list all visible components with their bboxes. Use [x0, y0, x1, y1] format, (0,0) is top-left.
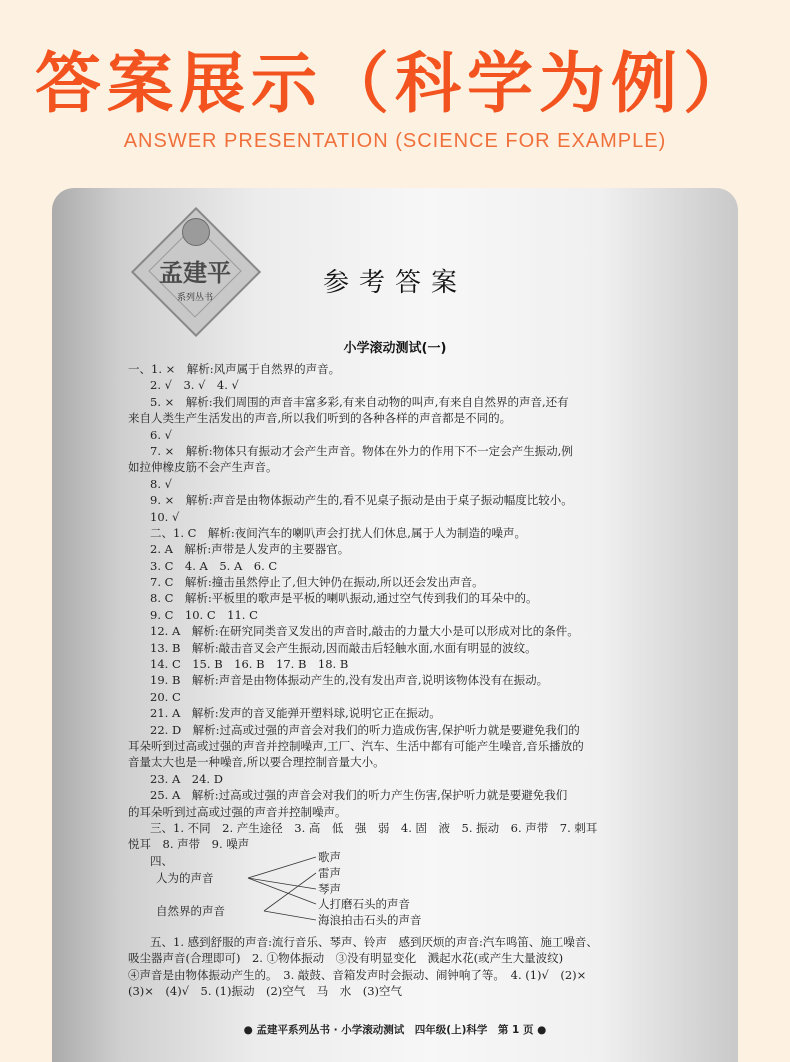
answer-line: 13. B 解析:敲击音叉会产生振动,因而敲击后轻触水面,水面有明显的波纹。 — [150, 640, 537, 655]
answer-line: 2. A 解析:声带是人发声的主要器官。 — [150, 542, 350, 557]
test-title: 小学滚动测试(一) — [343, 341, 447, 356]
answer-line: ④声音是由物体振动产生的。 3. 敲鼓、音箱发声时会振动、闹钟响了等。 4. (1)√ (2)× — [128, 967, 587, 982]
matching-diagram — [128, 851, 688, 931]
answer-line: 耳朵听到过高或过强的声音并控制噪声,工厂、汽车、生活中都有可能产生噪音,音乐播放的 — [128, 738, 584, 753]
page-title: 答案展示（科学为例） — [35, 45, 755, 122]
answer-line: 23. A 24. D — [150, 771, 223, 786]
page-footer: ● 孟建平系列丛书 · 小学滚动测试 四年级(上)科学 第 1 页 ● — [243, 1024, 547, 1036]
diagram-right-item: 雷声 — [318, 866, 341, 880]
answer-line: 吸尘器声音(合理即可) 2. ①物体振动 ③没有明显变化 溅起水花(或产生大量波纹) — [128, 951, 564, 966]
answer-line: 5. × 解析:我们周围的声音丰富多彩,有来自动物的叫声,有来自自然界的声音,还有 — [150, 394, 569, 409]
logo-name: 孟建平 — [159, 258, 231, 287]
logo-series: 系列丛书 — [176, 293, 213, 303]
answer-line: 22. D 解析:过高或过强的声音会对我们的听力造成伤害,保护听力就是要避免我们的 — [150, 722, 580, 737]
answer-line: 6. √ — [150, 427, 172, 442]
answer-line: 悦耳 8. 声带 9. 噪声 — [128, 837, 250, 852]
answer-line: 2. √ 3. √ 4. √ — [150, 378, 239, 393]
document-title: 参考答案 — [322, 268, 467, 298]
answer-line: 12. A 解析:在研究同类音叉发出的声音时,敲击的力量大小是可以形成对比的条件。 — [150, 624, 579, 639]
answer-line: 五、1. 感到舒服的声音:流行音乐、琴声、铃声 感到厌烦的声音:汽车鸣笛、施工噪音、 — [150, 935, 598, 949]
diagram-left-item: 自然界的声音 — [156, 904, 225, 918]
emblem-icon — [182, 218, 210, 246]
answer-line: 19. B 解析:声音是由物体振动产生的,没有发出声音,说明该物体没有在振动。 — [150, 673, 549, 688]
answer-line: 二、1. C 解析:夜间汽车的喇叭声会打扰人们休息,属于人为制造的噪声。 — [150, 525, 526, 540]
answer-line: 14. C 15. B 16. B 17. B 18. B — [150, 657, 349, 672]
diagram-right-item: 琴声 — [318, 882, 341, 896]
answer-line: 一、1. × 解析:风声属于自然界的声音。 — [128, 362, 341, 376]
answer-line: 三、1. 不同 2. 产生途径 3. 高 低 强 弱 4. 固 液 5. 振动 6. 声带 7. 刺耳 — [150, 820, 598, 835]
answer-line: 25. A 解析:过高或过强的声音会对我们的听力产生伤害,保护听力就是要避免我们 — [150, 788, 568, 803]
answer-line: 21. A 解析:发声的音叉能弹开塑料球,说明它正在振动。 — [150, 706, 441, 721]
answer-line: 8. √ — [150, 476, 172, 491]
answer-line: 9. × 解析:声音是由物体振动产生的,看不见桌子振动是由于桌子振动幅度比较小。 — [150, 493, 573, 508]
answer-lines-part5 — [128, 934, 688, 1000]
diagram-right-item: 海浪拍击石头的声音 — [318, 913, 422, 927]
answer-line: 8. C 解析:平板里的歌声是平板的喇叭振动,通过空气传到我们的耳朵中的。 — [150, 591, 538, 606]
answer-line: (3)× (4)√ 5. (1)振动 (2)空气 马 水 (3)空气 — [128, 984, 403, 999]
answer-line: 的耳朵听到过高或过强的声音并控制噪声。 — [128, 804, 347, 819]
answer-sheet — [52, 188, 738, 1062]
diagram-right-item: 歌声 — [318, 850, 341, 864]
page-subtitle: ANSWER PRESENTATION (SCIENCE FOR EXAMPLE) — [123, 130, 667, 152]
answer-line: 如拉伸橡皮筋不会产生声音。 — [128, 460, 278, 475]
answer-line: 四、 — [150, 853, 173, 868]
answer-line: 3. C 4. A 5. A 6. C — [150, 558, 278, 573]
answer-line: 音量太大也是一种噪音,所以要合理控制音量大小。 — [128, 755, 385, 770]
diagram-left-item: 人为的声音 — [156, 871, 214, 885]
answer-line: 9. C 10. C 11. C — [150, 607, 258, 622]
answer-line: 10. √ — [150, 509, 180, 524]
diagram-right-item: 人打磨石头的声音 — [318, 897, 410, 911]
answer-line: 来自人类生产生活发出的声音,所以我们听到的各种各样的声音都是不同的。 — [128, 411, 512, 426]
answer-line: 7. C 解析:撞击虽然停止了,但大钟仍在振动,所以还会发出声音。 — [150, 575, 484, 590]
answer-line: 20. C — [150, 689, 181, 704]
answer-lines — [128, 361, 688, 869]
answer-line: 7. × 解析:物体只有振动才会产生声音。物体在外力的作用下不一定会产生振动,例 — [150, 443, 573, 458]
